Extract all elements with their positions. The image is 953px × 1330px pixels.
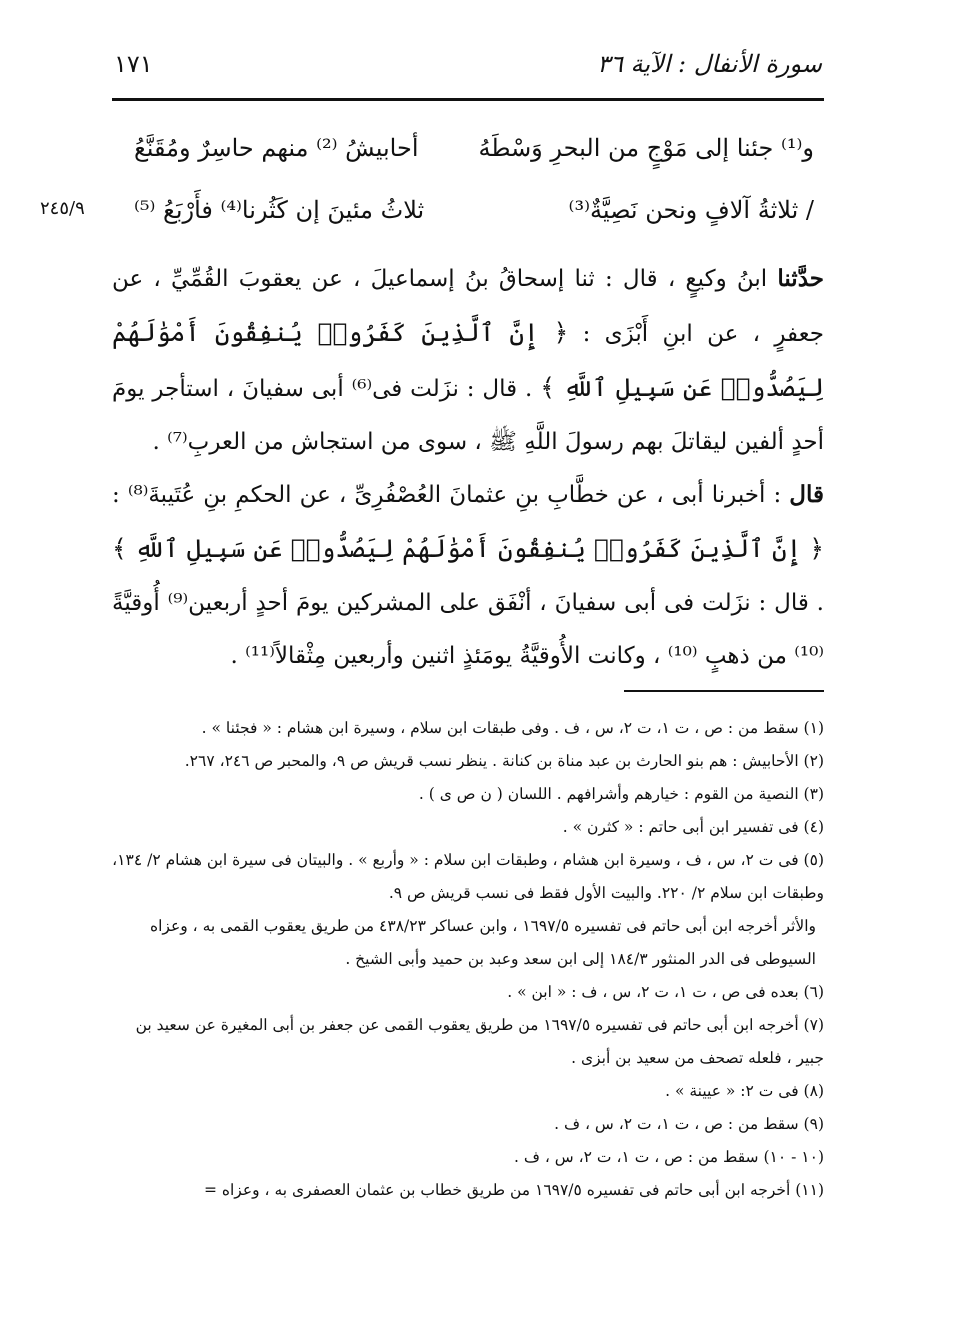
paragraph-text: . قال : نزَلت فى أبى سفيانَ ، أنْفَق على المشركين يومَ أحدٍ أربعين⁽⁹⁾ أُوقيَّةً ⁽¹⁰⁾ من ذهبٍ ⁽¹⁰⁾ ، وكانت الأُوقيَّةُ يومَئذٍ اثنين وأربعين مِثْقالاً⁽¹¹⁾ .: [112, 590, 824, 669]
paragraph-lead: قال: [789, 481, 824, 508]
paragraph-lead: حدَّثنا: [777, 265, 824, 292]
footnote: (٥) فى ت ٢، س ، ف ، وسيرة ابن هشام ، وطبقات ابن سلام : « وأربع » . والبيتان فى سيرة ابن هشام ٢/ ١٣٤، وطبقات ابن سلام ٢/ ٢٢٠. والبيت الأول فقط فى نسب قريش ص ٩.: [112, 851, 824, 902]
verse-second-hemistich: أحابيشُ ⁽²⁾ منهم حاسِرٌ ومُقَنَّعُ: [134, 134, 419, 162]
paragraph: [112, 468, 824, 683]
footnote: (٣) النصية من القوم : خيارهم وأشرافهم . اللسان ( ن ص ى ) .: [418, 785, 824, 803]
footnote: (٤) فى تفسير ابن أبى حاتم : « كثرن » .: [562, 818, 824, 836]
verse-line: [112, 128, 824, 190]
margin-reference: ٢٤٥/٩: [40, 198, 85, 219]
footnotes: [112, 712, 824, 1207]
footnote: (٩) سقط من : ص ، ت ١، ت ٢، س ، ف .: [554, 1115, 824, 1133]
verse-second-hemistich: ثلاثُ مئينَ إن كَثُرنا⁽⁴⁾ فأَرْبَعُ ⁽⁵⁾: [134, 196, 425, 224]
poem: [112, 128, 824, 252]
header-rule: [112, 98, 824, 101]
paragraph-text: . قال : نزَلت فى⁽⁶⁾ أبى سفيانَ ، استأجر يومَ أحدٍ ألفين ليقاتلَ بهم رسولَ اللَّهِ ﷺ ، سوى من استجاش من العربِ⁽⁷⁾ .: [112, 376, 824, 455]
quran-verse: ﴿ إِنَّ ٱلَّذِينَ كَفَرُوا۟ يُنفِقُونَ أَمْوَٰلَهُمْ لِيَصُدُّوا۟ عَن سَبِيلِ ٱللَّهِ ﴾: [112, 318, 824, 402]
footnote-separator: [624, 690, 824, 692]
paragraph: [112, 252, 824, 469]
verse-line: [112, 190, 824, 252]
paragraph-text: ابنُ وكيعٍ ، قال : ثنا إسحاقُ بنُ إسماعيلَ ، عن يعقوبَ القُمِّيِّ ، عن جعفرٍ ، عن ابنِ أَبْزَى :: [112, 266, 824, 347]
verse-first-hemistich: و⁽¹⁾ جئنا إلى مَوْجٍ من البحرِ وَسْطَهُ: [478, 134, 814, 162]
footnote: (٦) بعده فى ص ، ت ١، ت ٢، س ، ف : « ابن » .: [507, 983, 824, 1001]
footnote: (٧) أخرجه ابن أبى حاتم فى تفسيره ١٦٩٧/٥ من طريق يعقوب القمى عن جعفر بن أبى المغيرة عن سعيد بن جبير ، فلعله تصحف من سعيد بن أبزى .: [135, 1016, 824, 1067]
quran-verse: ﴿ إِنَّ ٱلَّذِينَ كَفَرُوا۟ يُنفِقُونَ أَمْوَٰلَهُمْ لِيَصُدُّوا۟ عَن سَبِيلِ ٱللَّهِ ﴾: [112, 534, 824, 563]
footnote: (١٠ - ١٠) سقط من : ص ، ت ١، ت ٢، س ، ف .: [514, 1148, 824, 1166]
footnote: (٢) الأحابيش : هم بنو الحارث بن عبد مناة بن كنانة . ينظر نسب قريش ص ٩، والمحبر ص ٢٤٦، ٢٦٧.: [184, 752, 824, 770]
footnote: (١١) أخرجه ابن أبى حاتم فى تفسيره ١٦٩٧/٥ من طريق خطاب بن عثمان العصفرى به ، وعزاه =: [203, 1181, 824, 1199]
page-number: ١٧١: [114, 50, 153, 78]
page-header: [112, 40, 824, 96]
footnote: والأثر أخرجه ابن أبى حاتم فى تفسيره ١٦٩٧/٥ ، وابن عساكر ٤٣٨/٢٣ من طريق يعقوب القمى به ، وعزاه السيوطى فى الدر المنثور ١٨٤/٣ إلى ابن سعد وعبد بن حميد وأبى الشيخ .: [150, 917, 816, 968]
running-title: سورة الأنفال : الآية ٣٦: [597, 50, 822, 78]
footnote: (١) سقط من : ص ، ت ١، ت ٢، س ، ف . وفى طبقات ابن سلام ، وسيرة ابن هشام : « فجئنا » .: [201, 719, 824, 737]
paragraph-text: : أخبرنا أبى ، عن خطَّابِ بنِ عثمانَ العُصْفُرِىِّ ، عن الحكمِ بنِ عُتَيبةَ⁽⁸⁾ :: [112, 482, 790, 508]
footnote: (٨) فى ت ٢: « عيينة » .: [665, 1082, 824, 1100]
verse-first-hemistich: / ثلاثةُ آلافٍ ونحن نَصِيَّةٌ⁽³⁾: [568, 196, 814, 224]
